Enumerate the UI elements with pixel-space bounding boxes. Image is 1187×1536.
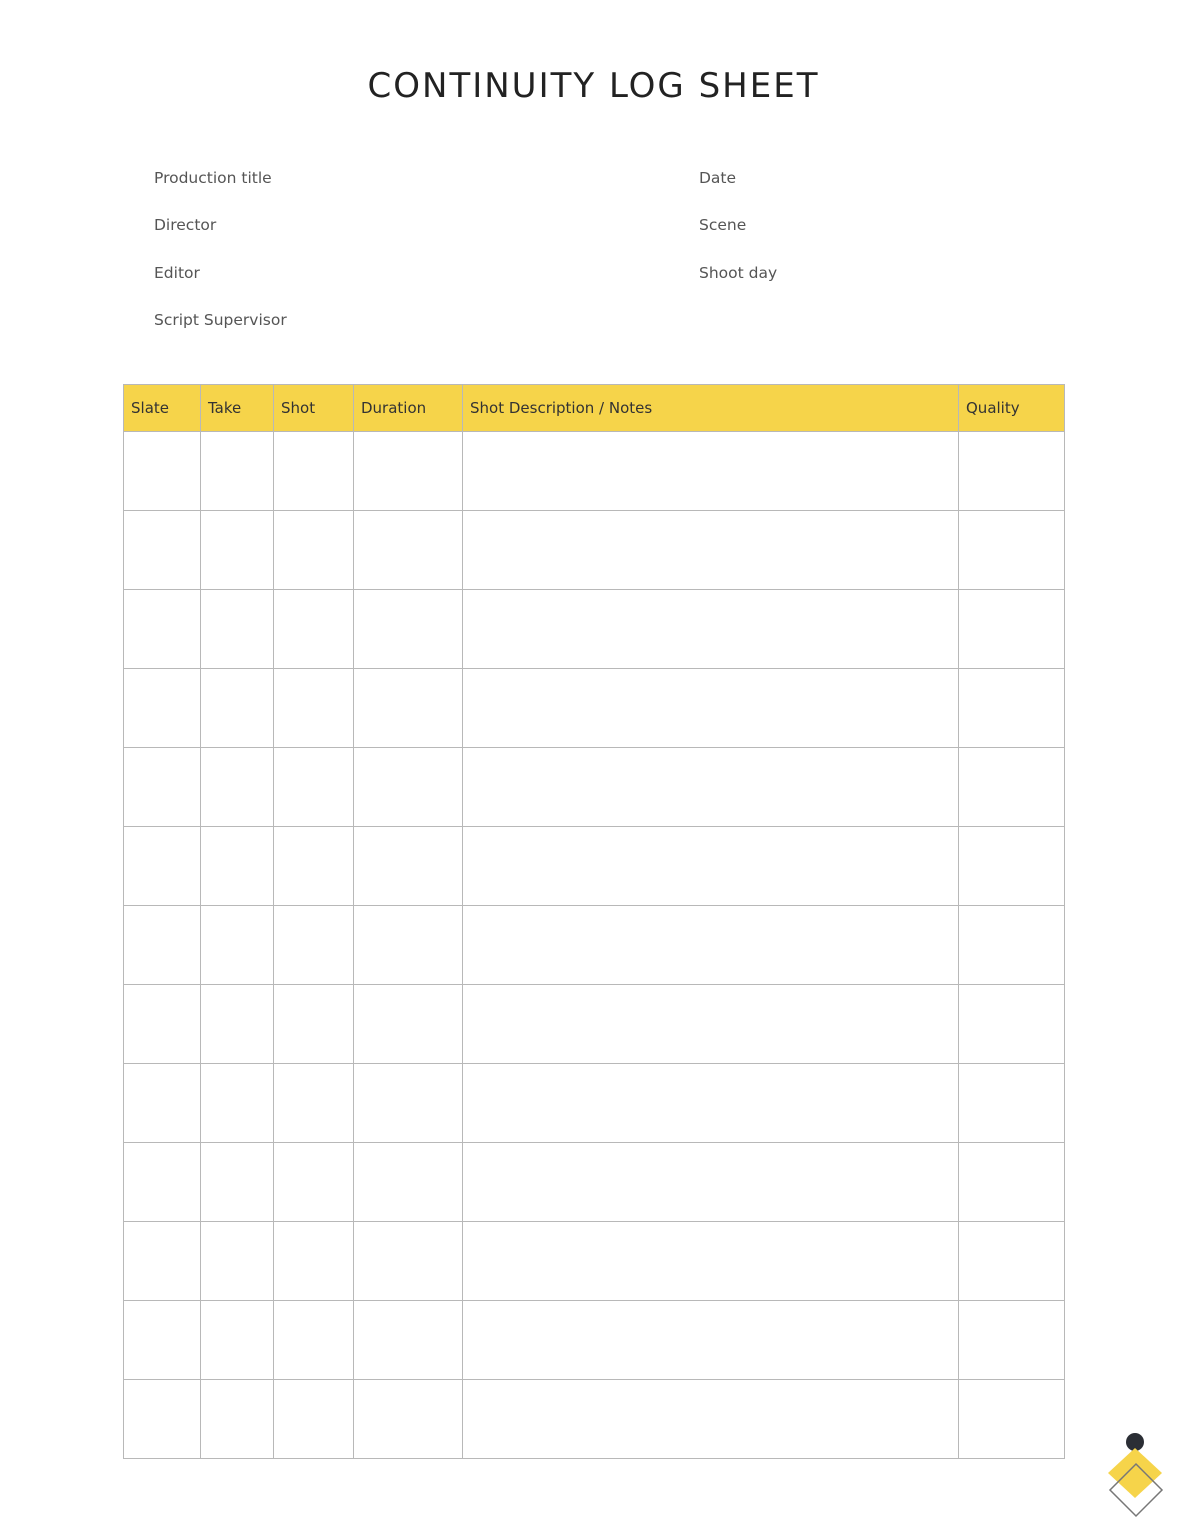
table-cell[interactable] <box>274 432 354 511</box>
table-cell[interactable] <box>354 748 463 827</box>
table-cell[interactable] <box>124 1222 201 1301</box>
table-cell[interactable] <box>463 985 959 1064</box>
table-cell[interactable] <box>463 590 959 669</box>
table-cell[interactable] <box>201 669 274 748</box>
field-scene: Scene <box>699 216 747 234</box>
table-cell[interactable] <box>274 511 354 590</box>
table-row <box>124 511 1065 590</box>
table-cell[interactable] <box>274 827 354 906</box>
table-cell[interactable] <box>959 748 1065 827</box>
table-cell[interactable] <box>124 432 201 511</box>
table-cell[interactable] <box>201 1064 274 1143</box>
table-cell[interactable] <box>201 511 274 590</box>
table-cell[interactable] <box>959 432 1065 511</box>
table-cell[interactable] <box>201 985 274 1064</box>
field-shoot-day: Shoot day <box>699 264 778 282</box>
table-cell[interactable] <box>354 511 463 590</box>
diamond-logo-icon <box>1100 1428 1170 1518</box>
table-cell[interactable] <box>354 432 463 511</box>
table-row <box>124 1301 1065 1380</box>
field-date: Date <box>699 169 737 187</box>
table-cell[interactable] <box>959 827 1065 906</box>
table-cell[interactable] <box>274 1143 354 1222</box>
table-cell[interactable] <box>274 1222 354 1301</box>
table-cell[interactable] <box>354 1064 463 1143</box>
table-cell[interactable] <box>463 1064 959 1143</box>
table-cell[interactable] <box>959 669 1065 748</box>
table-cell[interactable] <box>354 590 463 669</box>
page-title: CONTINUITY LOG SHEET <box>367 66 820 106</box>
table-cell[interactable] <box>274 906 354 985</box>
table-row <box>124 985 1065 1064</box>
table-cell[interactable] <box>463 669 959 748</box>
table-row <box>124 1143 1065 1222</box>
table-cell[interactable] <box>201 1222 274 1301</box>
table-header-row <box>124 385 1065 432</box>
table-cell[interactable] <box>124 1301 201 1380</box>
table-cell[interactable] <box>124 985 201 1064</box>
table-row <box>124 432 1065 511</box>
table-cell[interactable] <box>124 1143 201 1222</box>
table-cell[interactable] <box>274 590 354 669</box>
table-row <box>124 1064 1065 1143</box>
table-cell[interactable] <box>959 1222 1065 1301</box>
table-cell[interactable] <box>201 748 274 827</box>
table-cell[interactable] <box>463 511 959 590</box>
table-cell[interactable] <box>354 906 463 985</box>
table-cell[interactable] <box>463 748 959 827</box>
col-duration: Duration <box>354 385 463 432</box>
table-cell[interactable] <box>959 511 1065 590</box>
table-row <box>124 906 1065 985</box>
table-cell[interactable] <box>124 511 201 590</box>
table-cell[interactable] <box>959 1064 1065 1143</box>
table-cell[interactable] <box>463 1301 959 1380</box>
table-row <box>124 748 1065 827</box>
col-take: Take <box>201 385 274 432</box>
table-cell[interactable] <box>463 1222 959 1301</box>
table-cell[interactable] <box>354 1222 463 1301</box>
table-cell[interactable] <box>354 1380 463 1459</box>
table-row <box>124 1380 1065 1459</box>
table-cell[interactable] <box>201 590 274 669</box>
table-cell[interactable] <box>959 1301 1065 1380</box>
col-shot: Shot <box>274 385 354 432</box>
table-cell[interactable] <box>959 1380 1065 1459</box>
table-cell[interactable] <box>201 827 274 906</box>
table-cell[interactable] <box>201 432 274 511</box>
table-cell[interactable] <box>354 1143 463 1222</box>
field-production-title: Production title <box>154 169 272 187</box>
table-cell[interactable] <box>463 906 959 985</box>
table-cell[interactable] <box>354 1301 463 1380</box>
table-row <box>124 827 1065 906</box>
field-director: Director <box>154 216 217 234</box>
table-cell[interactable] <box>124 669 201 748</box>
table-cell[interactable] <box>354 827 463 906</box>
table-cell[interactable] <box>959 906 1065 985</box>
table-cell[interactable] <box>463 827 959 906</box>
field-editor: Editor <box>154 264 200 282</box>
table-cell[interactable] <box>959 985 1065 1064</box>
col-shot-description: Shot Description / Notes <box>463 385 959 432</box>
col-slate: Slate <box>124 385 201 432</box>
table-cell[interactable] <box>274 1301 354 1380</box>
table-cell[interactable] <box>201 1301 274 1380</box>
table-cell[interactable] <box>124 827 201 906</box>
table-cell[interactable] <box>201 1143 274 1222</box>
table-row <box>124 669 1065 748</box>
table-cell[interactable] <box>124 1064 201 1143</box>
table-row <box>124 590 1065 669</box>
table-cell[interactable] <box>959 590 1065 669</box>
field-script-supervisor: Script Supervisor <box>154 311 287 329</box>
table-cell[interactable] <box>124 1380 201 1459</box>
table-cell[interactable] <box>274 1380 354 1459</box>
table-cell[interactable] <box>463 1143 959 1222</box>
table-cell[interactable] <box>274 985 354 1064</box>
table-cell[interactable] <box>274 1064 354 1143</box>
table-cell[interactable] <box>959 1143 1065 1222</box>
table-row <box>124 1222 1065 1301</box>
table-cell[interactable] <box>124 906 201 985</box>
table-cell[interactable] <box>354 669 463 748</box>
table-cell[interactable] <box>274 748 354 827</box>
table-cell[interactable] <box>201 1380 274 1459</box>
table-cell[interactable] <box>463 432 959 511</box>
col-quality: Quality <box>959 385 1065 432</box>
table-cell[interactable] <box>354 985 463 1064</box>
table-cell[interactable] <box>124 590 201 669</box>
table-cell[interactable] <box>274 669 354 748</box>
table-cell[interactable] <box>201 906 274 985</box>
continuity-log-table <box>123 384 1065 1459</box>
table-cell[interactable] <box>463 1380 959 1459</box>
table-cell[interactable] <box>124 748 201 827</box>
